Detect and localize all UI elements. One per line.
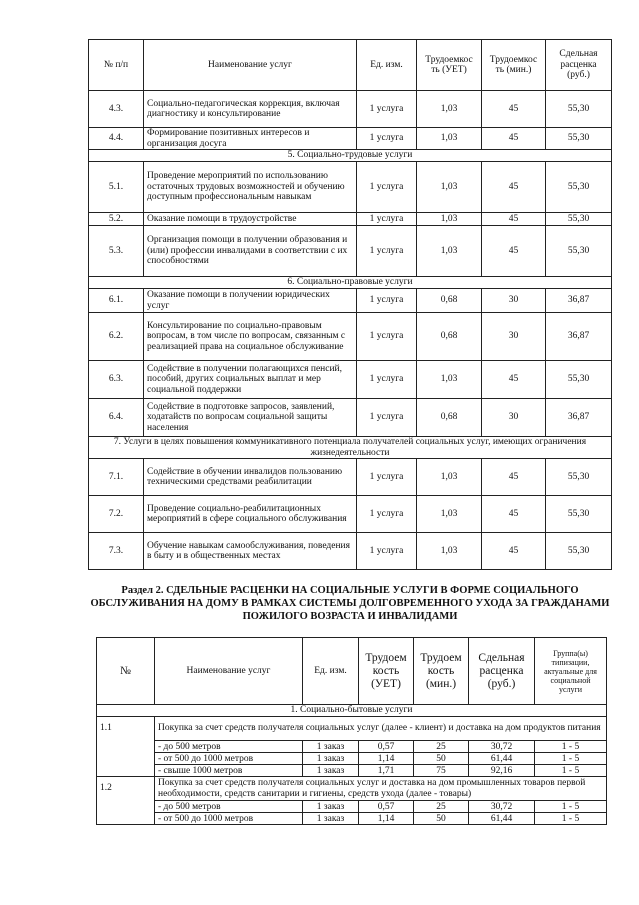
header2-uet: Трудоем кость (УЕТ) [359,638,414,705]
row-number: 4.3. [89,91,144,128]
unit: 1 заказ [303,765,359,777]
unit: 1 услуга [357,533,417,570]
distance-label: - от 500 до 1000 метров [155,753,303,765]
uet: 1,71 [359,765,414,777]
uet: 1,03 [417,213,482,226]
table-row [89,399,612,437]
typization-group: 1 - 5 [535,801,607,813]
row-number: 5.3. [89,226,144,277]
unit: 1 услуга [357,496,417,533]
row-number: 6.2. [89,313,144,361]
service-name: Консультирование по социально-правовым вопросам, в том числе по вопросам, связанным с реализацией права на социальное обслуживание [144,313,357,361]
minutes: 75 [414,765,469,777]
row-number: 7.2. [89,496,144,533]
uet: 1,03 [417,361,482,399]
header2-price: Сдельная расценка (руб.) [469,638,535,705]
header2-unit: Ед. изм. [303,638,359,705]
price: 55,30 [546,226,612,277]
price: 61,44 [469,813,535,825]
table-header-row [89,40,612,91]
table-row [89,213,612,226]
minutes: 45 [482,361,546,399]
price: 55,30 [546,91,612,128]
section-row [89,277,612,289]
section-2-title: Раздел 2. СДЕЛЬНЫЕ РАСЦЕНКИ НА СОЦИАЛЬНЫЕ УСЛУГИ В ФОРМЕ СОЦИАЛЬНОГО ОБСЛУЖИВАНИЯ НА ДОМУ В РАМКАХ СИСТЕМЫ ДОЛГОВРЕМЕННОГО УХОДА ЗА ГРАЖДАНАМИ ПОЖИЛОГО ВОЗРАСТА И ИНВАЛИДАМИ [90,585,610,622]
header2-group: Группа(ы) типизации, актуальные для социальной услуги [535,638,607,705]
subrow [97,765,607,777]
distance-label: - от 500 до 1000 метров [155,813,303,825]
minutes: 50 [414,753,469,765]
price: 55,30 [546,213,612,226]
row-number: 6.1. [89,289,144,313]
unit: 1 услуга [357,399,417,437]
unit: 1 заказ [303,801,359,813]
service-name: Проведение мероприятий по использованию остаточных трудовых возможностей и обучению доступным профессиональным навыкам [144,162,357,213]
service-name: Оказание помощи в получении юридических услуг [144,289,357,313]
header-price: Сдельная расценка (руб.) [546,40,612,91]
subrow [97,801,607,813]
minutes: 30 [482,313,546,361]
unit: 1 заказ [303,813,359,825]
service-name: Формирование позитивных интересов и организация досуга [144,128,357,150]
row-number: 5.2. [89,213,144,226]
header2-min: Трудоем кость (мин.) [414,638,469,705]
price: 55,30 [546,361,612,399]
price: 30,72 [469,801,535,813]
service-name: Содействие в получении полагающихся пенсий, пособий, других социальных выплат и мер социальной поддержки [144,361,357,399]
header-name: Наименование услуг [144,40,357,91]
section-row [89,437,612,459]
price: 36,87 [546,399,612,437]
service-name: Содействие в подготовке запросов, заявлений, ходатайств по вопросам социальной защиты населения [144,399,357,437]
minutes: 45 [482,226,546,277]
minutes: 45 [482,533,546,570]
unit: 1 услуга [357,289,417,313]
uet: 1,14 [359,753,414,765]
group-name: Покупка за счет средств получателя социальных услуг (далее - клиент) и доставка на дом продуктов питания [155,717,607,741]
unit: 1 услуга [357,91,417,128]
unit: 1 услуга [357,459,417,496]
minutes: 50 [414,813,469,825]
row-number: 1.2 [97,777,155,825]
distance-label: - свыше 1000 метров [155,765,303,777]
typization-group: 1 - 5 [535,813,607,825]
typization-group: 1 - 5 [535,753,607,765]
price: 55,30 [546,533,612,570]
distance-label: - до 500 метров [155,801,303,813]
uet: 1,03 [417,496,482,533]
header2-name: Наименование услуг [155,638,303,705]
group-row [97,777,607,801]
service-name: Проведение социально-реабилитационных мероприятий в сфере социального обслуживания [144,496,357,533]
section-row [97,705,607,717]
distance-label: - до 500 метров [155,741,303,753]
subrow [97,813,607,825]
group-row [97,717,607,741]
unit: 1 услуга [357,128,417,150]
row-number: 7.3. [89,533,144,570]
typization-group: 1 - 5 [535,765,607,777]
price: 36,87 [546,289,612,313]
service-name: Содействие в обучении инвалидов пользованию техническими средствами реабилитации [144,459,357,496]
minutes: 45 [482,91,546,128]
service-name: Обучение навыкам самообслуживания, поведения в быту и в общественных местах [144,533,357,570]
unit: 1 услуга [357,226,417,277]
unit: 1 заказ [303,741,359,753]
uet: 0,57 [359,801,414,813]
price: 92,16 [469,765,535,777]
uet: 1,03 [417,226,482,277]
minutes: 25 [414,741,469,753]
uet: 1,03 [417,459,482,496]
table-row [89,289,612,313]
row-number: 5.1. [89,162,144,213]
uet: 1,03 [417,162,482,213]
table-row [89,226,612,277]
price: 30,72 [469,741,535,753]
table-row [89,533,612,570]
price: 61,44 [469,753,535,765]
uet: 0,68 [417,289,482,313]
price: 55,30 [546,459,612,496]
price: 55,30 [546,162,612,213]
header-unit: Ед. изм. [357,40,417,91]
service-name: Социально-педагогическая коррекция, включая диагностику и консультирование [144,91,357,128]
row-number: 6.4. [89,399,144,437]
services-table-part1 [88,39,612,570]
services-table-part2 [96,637,607,825]
group-name: Покупка за счет средств получателя социальных услуг и доставка на дом промышленных товаров первой необходимости, средств санитарии и гигиены, средств ухода (далее - товары) [155,777,607,801]
minutes: 30 [482,399,546,437]
header-num: № п/п [89,40,144,91]
uet: 0,68 [417,313,482,361]
row-number: 4.4. [89,128,144,150]
minutes: 30 [482,289,546,313]
typization-group: 1 - 5 [535,741,607,753]
section-title: 1. Социально-бытовые услуги [97,705,607,717]
minutes: 45 [482,496,546,533]
section-row [89,150,612,162]
table2-header-row [97,638,607,705]
service-name: Оказание помощи в трудоустройстве [144,213,357,226]
minutes: 45 [482,162,546,213]
uet: 1,03 [417,91,482,128]
table-row [89,128,612,150]
unit: 1 услуга [357,313,417,361]
section-title: 7. Услуги в целях повышения коммуникативного потенциала получателей социальных услуг, имеющих ограничения жизнедеятельности [89,437,612,459]
service-name: Организация помощи в получении образования и (или) профессии инвалидами в соответствии с их способностями [144,226,357,277]
unit: 1 заказ [303,753,359,765]
header-min: Трудоемкос ть (мин.) [482,40,546,91]
table-row [89,162,612,213]
minutes: 45 [482,128,546,150]
header2-num: № [97,638,155,705]
subrow [97,741,607,753]
table-row [89,459,612,496]
table-row [89,91,612,128]
uet: 0,68 [417,399,482,437]
row-number: 1.1 [97,717,155,777]
uet: 0,57 [359,741,414,753]
table-row [89,496,612,533]
header-uet: Трудоемкос ть (УЕТ) [417,40,482,91]
unit: 1 услуга [357,162,417,213]
section-title: 5. Социально-трудовые услуги [89,150,612,162]
minutes: 25 [414,801,469,813]
table-row [89,361,612,399]
section-title: 6. Социально-правовые услуги [89,277,612,289]
unit: 1 услуга [357,213,417,226]
price: 36,87 [546,313,612,361]
minutes: 45 [482,459,546,496]
uet: 1,03 [417,533,482,570]
uet: 1,14 [359,813,414,825]
row-number: 7.1. [89,459,144,496]
unit: 1 услуга [357,361,417,399]
subrow [97,753,607,765]
price: 55,30 [546,496,612,533]
table-row [89,313,612,361]
minutes: 45 [482,213,546,226]
uet: 1,03 [417,128,482,150]
row-number: 6.3. [89,361,144,399]
price: 55,30 [546,128,612,150]
